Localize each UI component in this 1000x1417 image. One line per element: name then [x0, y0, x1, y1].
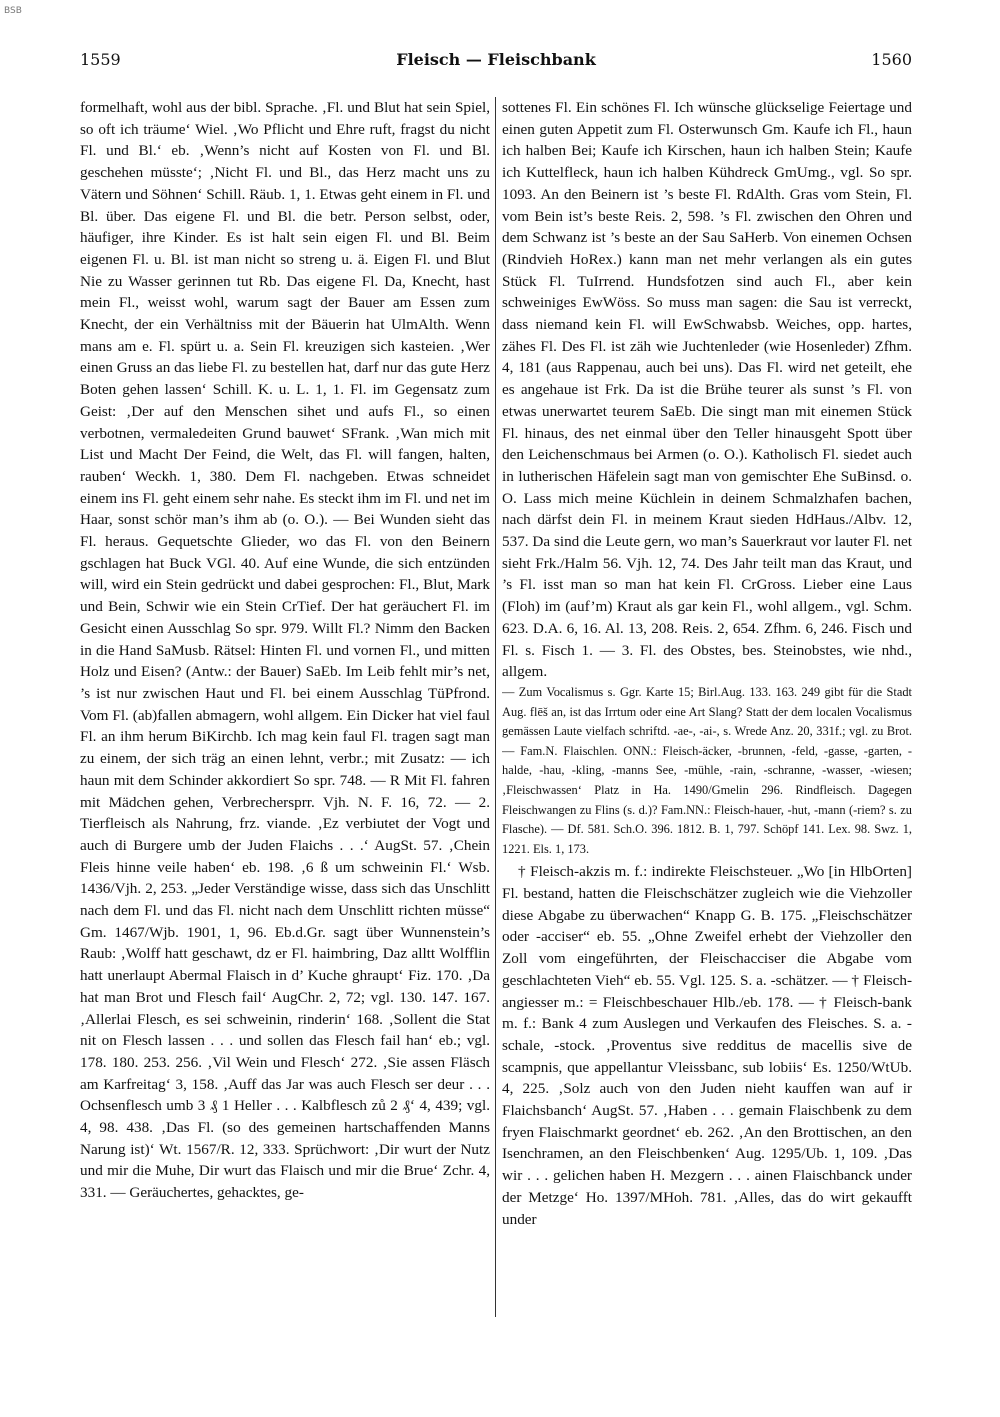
running-title: Fleisch — Fleischbank — [396, 50, 596, 69]
left-column — [80, 97, 490, 1317]
right-column-small-print: — Zum Vocalismus s. Ggr. Karte 15; Birl.Aug. 133. 163. 249 gibt für die Stadt Aug. flēš an, ist das Irrtum oder eine Art Slang? Statt der dem localen Vocalismus gemässen Laute vielfach schriftd. -ae-, -ai-, s. Wrede Anz. 20, 331f.; vgl. zu Brot. — Fam.N. Flaischlen. ONN.: Fleisch-äcker, -brunnen, -feld, -gasse, -garten, -halde, -hau, -kling, -manns See, -mühle, -rain, -schranne, -wasser, -wiesen; ‚Fleischwassen‘ Platz in Ha. 1490/Gmelin 296. Rindfleisch. Dagegen Fleischwangen zu Flins (s. d.)? Fam.NN.: Fleisch-hauer, -hut, -mann (-riem? s. zu Flasche). — Df. 581. Sch.O. 396. 1812. B. 1, 797. Schöpf 141. Lex. 98. Swz. 1, 1221. Els. 1, 173. — [502, 684, 912, 856]
column-divider — [495, 97, 496, 1317]
entry-fleisch-akzis: † Fleisch-akzis m. f.: indirekte Fleischsteuer. „Wo [in HlbOrten] Fl. bestand, hatten die Fleischschätzer zugleich wie die Viehzoller diese Abgabe zu überwachen“ Knapp G. B. 175. „Fleischschätzer oder -acciser“ eb. 55. „Ohne Zweifel erhebt der Viehzoller den Zoll vom eingeführten, der Fleischacciser die Abgabe vom geschlachteten Vieh“ eb. 55. Vgl. 125. S. a. -schätzer. — † Fleisch-angiesser m.: = Fleischbeschauer Hlb./eb. 178. — † Fleisch-bank m. f.: Bank 4 zum Auslegen und Verkaufen des Fleisches. S. a. -schale, -stock. ‚Proventus sive redditus de macellis sive de scampnis, que appellantur Vleissbanc, sub lobiis‘ Es. 1250/WtUb. 4, 225. ‚Solz auch von den Juden nieht kauffen wan auf ir Flaichsbanch‘ AugSt. 57. ‚Haben . . . gemain Flaischbenk zu dem fryen Flaischmarkt geordnet‘ eb. 262. ‚An den Brottischen, an den Isenchramen, an den Fleischbenken‘ Aug. 1295/Ub. 1, 109. ‚Das wir . . . gelichen haben H. Mezgern . . . ainen Flaischbanck under der Metzge‘ Ho. 1397/MHoh. 781. ‚Alles, das do wirt gekaufft under — [502, 863, 912, 1228]
library-stamp: BSB — [4, 6, 22, 16]
page-number-right: 1560 — [871, 50, 912, 69]
right-column — [502, 97, 912, 1317]
right-column-main-text: sottenes Fl. Ein schönes Fl. Ich wünsche glückselige Feiertage und einen guten Appetit zum Fl. Osterwunsch Gm. Kaufe ich Fl., haun ich halben Bei; Kaufe ich Kirschen, haun ich halben Stein; Kaufe ich Kuttelfleck, haun ich halben Kühdreck GmUmg., vgl. So spr. 1093. An den Beinern ist ’s beste Fl. RdAlth. Gras vom Stein, Fl. vom Bein ist’s beste Reis. 2, 598. ’s Fl. zwischen den Ohren und dem Schwanz ist ’s beste an der Sau SaHerb. Von einemen Ochsen (Rindvieh HoRex.) kann man net mehr verlangen als ein gutes Stück Fl. TuIrrend. Hundsfotzen sind auch Fl., aber kein schweiniges EwWöss. So muss man sagen: die Sau ist verreckt, dass niemand kein Fl. will EwSchwabsb. Weiches, opp. hartes, zähes Fl. Des Fl. ist zäh wie Juchtenleder (wie Hosenleder) Zfhm. 4, 181 (aus Rappenau, auch bei uns). Das Fl. wird net geteilt, ehe es angehaue ist Frk. Da ist die Brühe teurer als sunst ’s Fl. von etwas unerwartet teurem SaEb. Die singt man mit einemen Stück Fl. hinaus, des net einmal über den Teller hinausgeht Spott über den Leichenschmaus bei Armen (o. O.). Katholisch Fl. siedet auch in lutherischen Häfelein sagt man von gemischter Ehe SuBinsd. o. O. Lass mich meine Küchlein in deinem Schmalzhafen bachen, nach därfst dein Fl. in meinem Kraut sieden HdHaus./Albv. 12, 537. Da sind die Leute gern, wo man’s Sauerkraut vor lauter Fl. net sieht Frk./Halm 56. Vjh. 12, 74. Des Jahr teilt man das Kraut, und ’s Fl. isst man so man hat kein Fl. CrGross. Lieber eine Laus (Floh) im (auf’m) Kraut als gar kein Fl., wohl allgem., vgl. Schm. 623. D.A. 6, 16. Al. 13, 208. Reis. 2, 654. Zfhm. 6, 246. Fisch und Fl. s. Fisch 1. — 3. Fl. des Obstes, bes. Steinobstes, wie nhd., allgem. — [502, 99, 912, 681]
page-number-left: 1559 — [80, 50, 121, 69]
page-header — [80, 50, 912, 76]
left-column-text: formelhaft, wohl aus der bibl. Sprache. ‚Fl. und Blut hat sein Spiel, so oft ich träume‘ Wiel. ‚Wo Pflicht und Ehre ruft, fragst du nicht Fl. und Bl.‘ eb. ‚Wenn’s nicht auf Kosten von Fl. und Bl. geschehen müsste‘; ‚Nicht Fl. und Bl., das Herz macht uns zu Vätern und Söhnen‘ Schill. Räub. 1, 1. Etwas geht einem in Fl. und Bl. über. Das eigene Fl. und Bl. die betr. Person selbst, oder, häufiger, ihre Kinder. Es ist halt sein eigen Fl. und Bl. Beim eigenen Fl. u. Bl. ist man nicht so streng u. ä. Eigen Fl. und Blut Nie zu Wasser gerinnen tut Rb. Das eigene Fl. Da, Knecht, hast mein Fl., weisst wohl, warum sagt der Bauer am Essen zum Knecht, der ein Verhältniss mit der Bäuerin hat UlmAlth. Wenn mans am e. Fl. spürt u. a. Sein Fl. kreuzigen sich kasteien. ‚Wer einen Gruss an das liebe Fl. zu bestellen hat, darf nur das gute Herz Boten gehen lassen‘ Schill. K. u. L. 1, 1. Fl. im Gegensatz zum Geist: ‚Der auf den Menschen sihet und aufs Fl., so einen verbotnen, vermaledeiten Grund bauwet‘ SFrank. ‚Wan mich mit List und Macht Der Feind, die Welt, das Fl. will fangen, halten, rauben‘ Weckh. 1, 380. Dem Fl. nachgeben. Etwas schneidet einem ins Fl. geht einem sehr nahe. Es steckt ihm im Fl. und net im Haar, sonst schör man’s ihm ab (o. O.). — Bei Wunden sieht das Fl. heraus. Gequetschte Glieder, wo das Fl. von den Beinern gschlagen hat Buck VGl. 40. Auf eine Wunde, die sich entzünden will, wird ein Stein gedrückt und dabei gesprochen: Fl., Blut, Mark und Bein, Schwir wie ein Stein CrTief. Der hat geräuchert Fl. im Gesicht einen Ausschlag So spr. 979. Willt Fl.? Nimm den Backen in die Hand SaMusb. Rätsel: Hinten Fl. und vornen Fl., und mitten Holz und Eisen? (Antw.: der Bauer) SaEb. Im Leib fehlt mir’s net, ’s ist nur zwischen Haut und Fl. bei einem Ausschlag TüPfrond. Vom Fl. (ab)fallen abmagern, wohl allgem. Ein Dicker hat viel faul Fl. an ihm herum BiKirchb. Ich mag kein faul Fl. tragen sagt man zu einem, der sich träg an einen lehnt, verbr.; mit Zusatz: — ich haun mit dem Schinder akkordiert So spr. 748. — R Mit Fl. fahren mit Mädchen gehen, Verbrechersprr. Vjh. N. F. 16, 72. — 2. Tierfleisch als Nahrung, frz. viande. ‚Ez verbiutet der Vogt und auch di Burgere umb der Juden Flaichs . . .‘ AugSt. 57. ‚Chein Fleis hinne veile haben‘ eb. 198. ‚6 ß um schweinin Fl.‘ Wsb. 1436/Vjh. 2, 253. „Jeder Verständige wisse, dass sich das Unschlitt nach dem Fl. und das Fl. nicht nach dem Unschlitt richten müsse“ Gm. 1467/Wjb. 1901, 1, 96. Eb.d.Gr. sagt über Wunnenstein’s Raub: ‚Wolff hatt geschawt, dz er Fl. haimbring, Daz alltt Wolfflin hatt unerlaupt Abermal Flaisch in d’ Kuche ghraupt‘ Fiz. 170. ‚Da hat man Brot und Flesch fail‘ AugChr. 2, 72; vgl. 130. 147. 167. ‚Allerlai Flesch, es sei schweinin, rinderin‘ 168. ‚Sollent die Stat nit on Flesch lassen . . . und sollen das Flesch fail han‘ eb.; vgl. 178. 180. 253. 256. ‚Vil Wein und Flesch‘ 272. ‚Sie assen Fläsch am Karfreitag‘ 3, 158. ‚Auff das Jar was auch Flesch ser deur . . . Ochsenflesch umb 3 ₰ 1 Heller . . . Kalbflesch zů 2 ₰‘ 4, 439; vgl. 4, 98. 438. ‚Das Fl. (so des gemeinen hartschaffenden Manns Narung ist)‘ Wt. 1567/R. 12, 333. Sprüchwort: ‚Dir wurt der Nutz und mir die Muhe, Dir wurt das Flaisch und mir die Brue‘ Zchr. 4, 331. — Geräuchertes, gehacktes, ge- — [80, 99, 490, 1202]
